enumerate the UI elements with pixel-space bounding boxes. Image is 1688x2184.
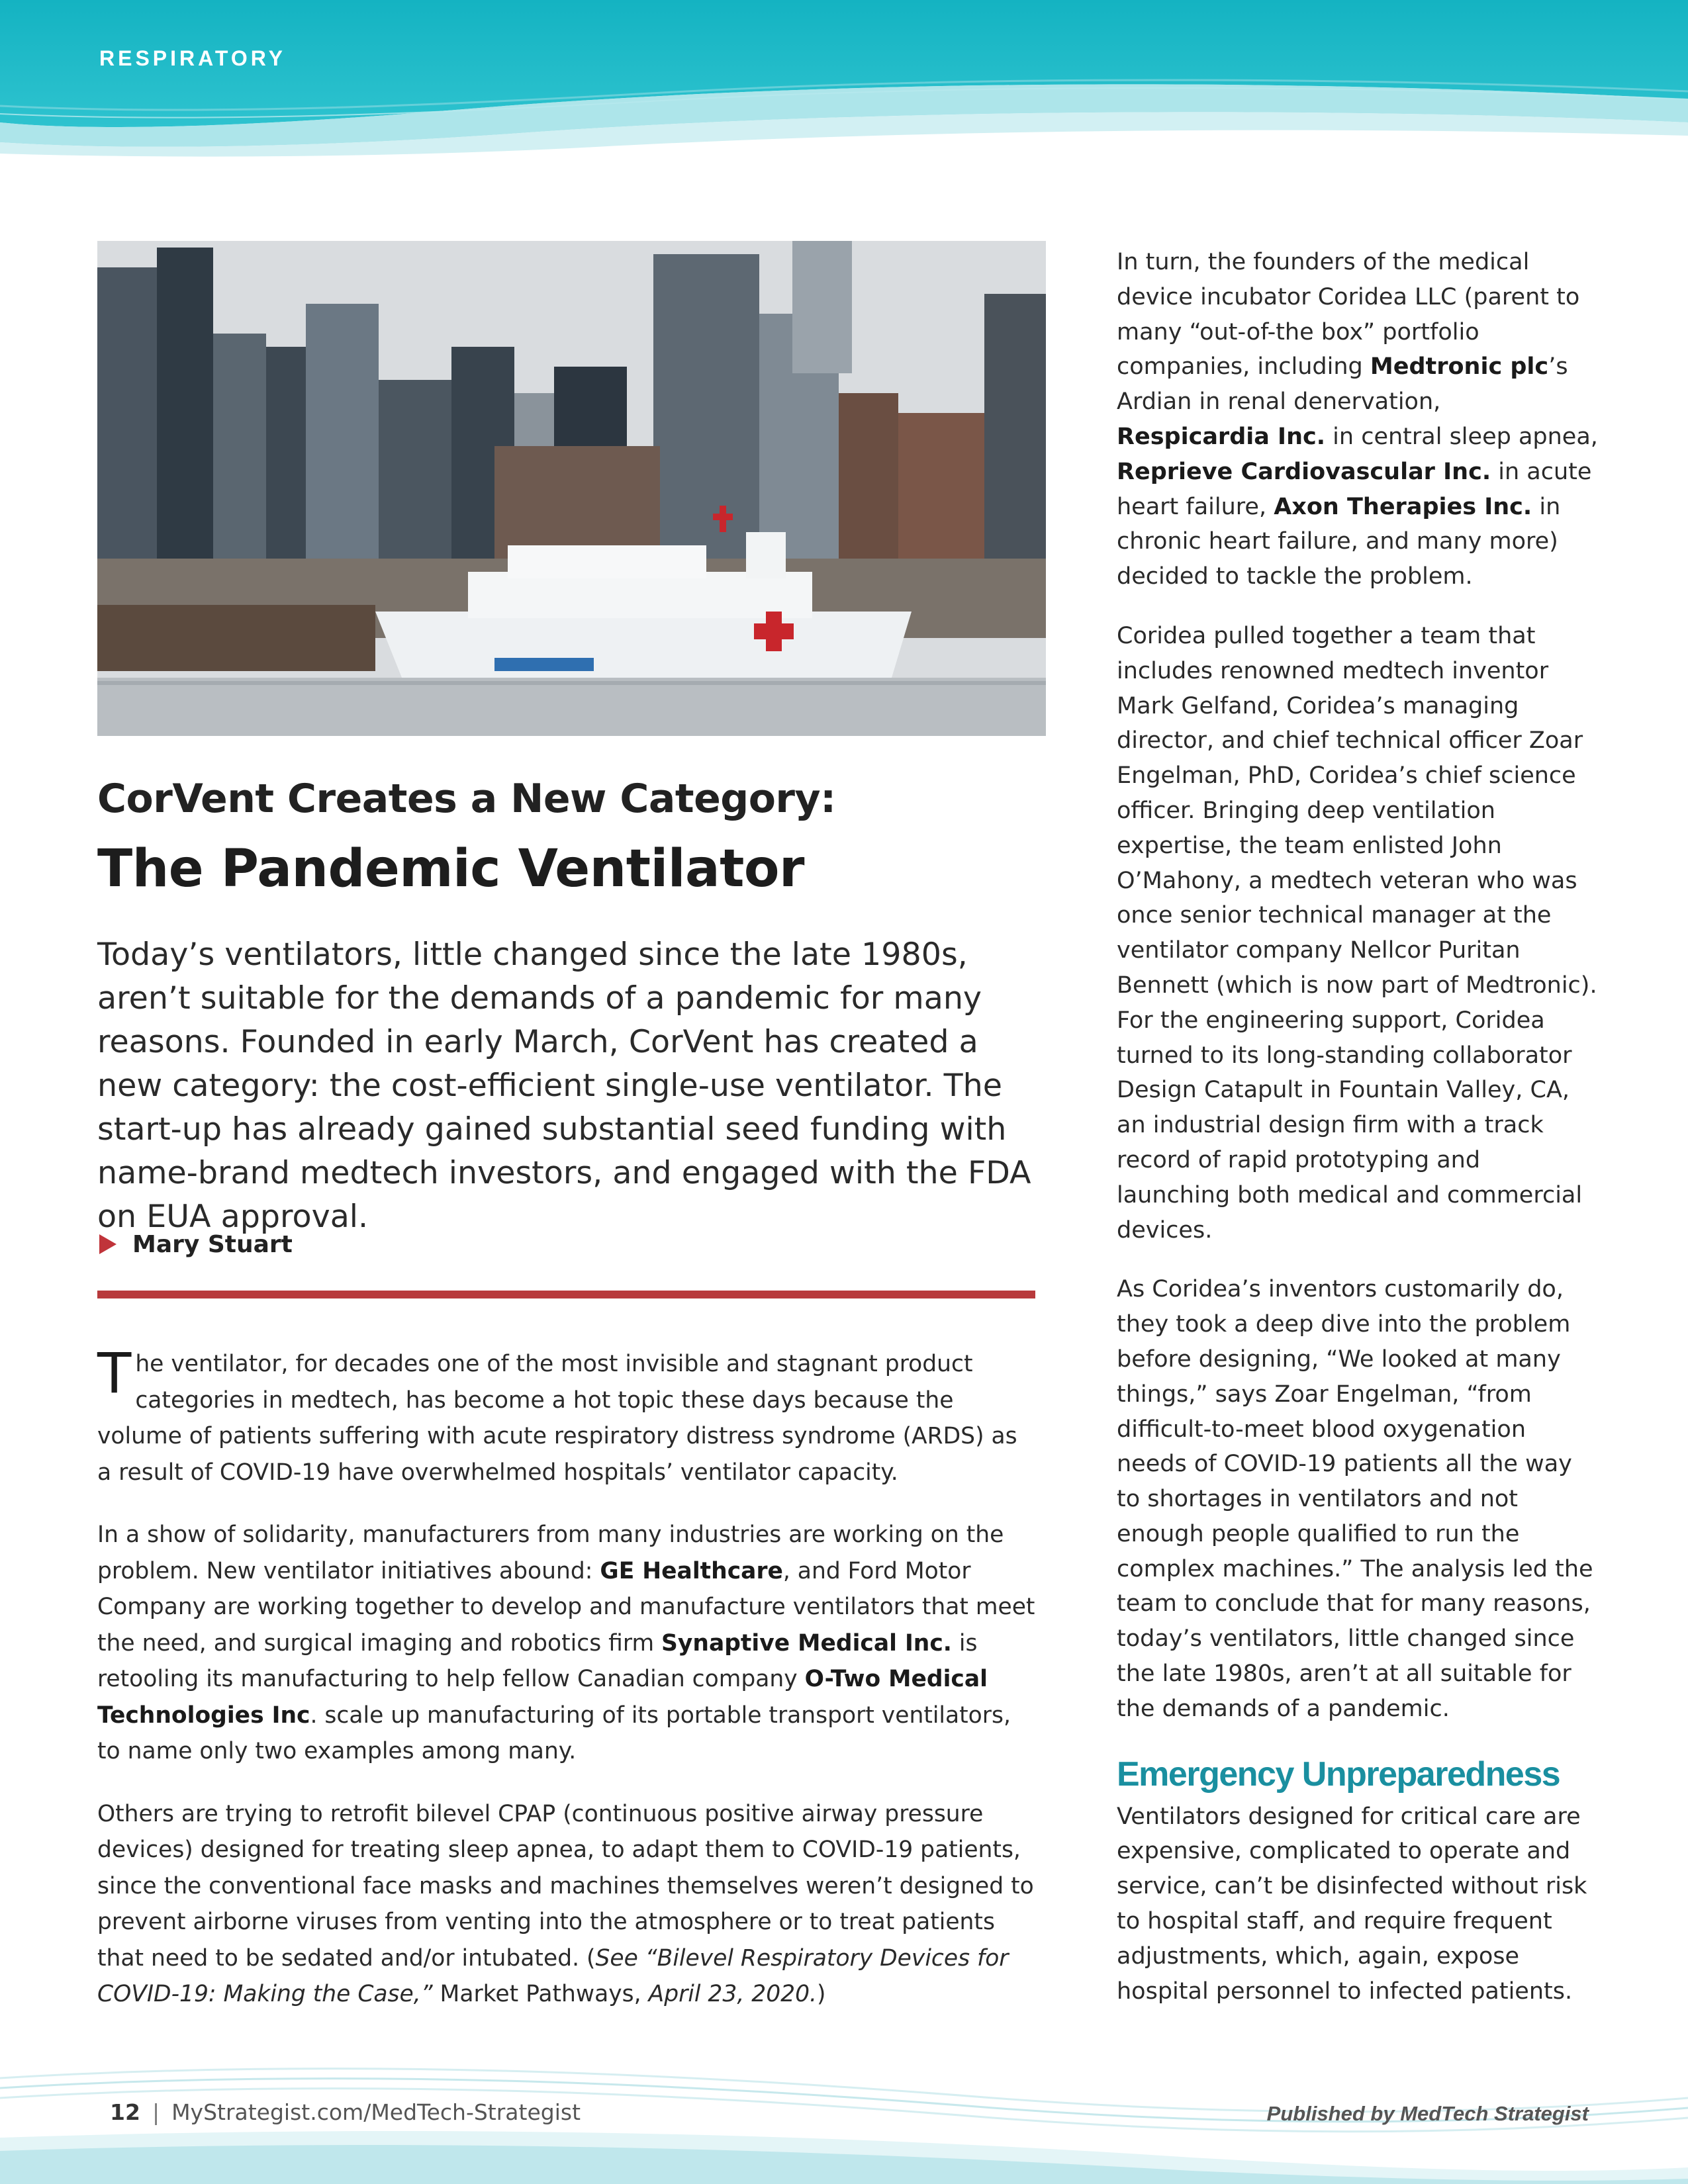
author-name: Mary Stuart	[132, 1230, 293, 1258]
paragraph: Ventilators designed for critical care are expensive, complicated to operate and service, can’t be disinfected without risk to hospital staff, and require frequent adjustments, which, again, expose hospital personnel to infected patients.	[1117, 1803, 1587, 2005]
company-name: GE Healthcare	[600, 1557, 783, 1584]
section-subhead: Emergency Unpreparedness	[1117, 1754, 1560, 1794]
triangle-right-icon	[99, 1234, 117, 1254]
paragraph: In a show of solidarity, manufacturers from many industries are working on the problem. New ventilator initiatives abound: GE Healthcare, and Ford Motor Company are working together to develop and manufacture ventilators that meet the need, and surgical imaging and robotics firm Synaptive Medical Inc. is retooling its manufacturing to help fellow Canadian company O-Two Medical Technologies Inc. scale up manufacturing of its portable transport ventilators, to name only two examples among many.	[97, 1522, 1035, 1764]
footer-site-link[interactable]: MyStrategist.com/MedTech-Strategist	[171, 2099, 581, 2125]
article-photo	[97, 241, 1046, 736]
right-column	[1117, 245, 1600, 2033]
company-name: Synaptive Medical Inc.	[661, 1629, 952, 1657]
paragraph: As Coridea’s inventors customarily do, they took a deep dive into the problem before designing, “We looked at many things,” says Zoar Engelman, “from difficult-to-meet blood oxygenation needs of COVID-19 patients all the way to shortages in ventilators and not enough people qualified to run the complex machines.” The analysis led the team to conclude that for many reasons, today’s ventilators, little changed since the late 1980s, aren’t at all suitable for the demands of a pandemic.	[1117, 1276, 1593, 1722]
company-name: O-Two Medical Technologies Inc	[97, 1666, 988, 1729]
company-name: Respicardia Inc.	[1117, 423, 1326, 450]
company-name: Axon Therapies Inc.	[1274, 493, 1532, 520]
paragraph: In turn, the founders of the medical device incubator Coridea LLC (parent to many “out-of-the box” portfolio companies, including Medtronic plc’s Ardian in renal denervation, Respicardia Inc. in central sleep apnea, Reprieve Cardiovascular Inc. in acute heart failure, Axon Therapies Inc. in chronic heart failure, and many more) decided to tackle the problem.	[1117, 249, 1598, 590]
footer-left	[110, 2099, 581, 2125]
article-title: The Pandemic Ventilator	[97, 839, 804, 899]
byline	[99, 1230, 293, 1259]
article-kicker: CorVent Creates a New Category:	[97, 776, 836, 822]
citation-date: April 23, 2020.	[648, 1981, 818, 2007]
footer-separator: |	[152, 2099, 160, 2125]
drop-cap: T	[97, 1341, 132, 1406]
header-wave-band	[0, 0, 1688, 159]
paragraph: The ventilator, for decades one of the most invisible and stagnant product categories in medtech, has become a hot topic these days because the volume of patients suffering with acute respiratory distress syndrome (ARDS) as a result of COVID-19 have overwhelmed hospitals’ ventilator capacity.	[97, 1341, 1017, 1486]
citation: See “Bilevel Respiratory Devices for COVID-19: Making the Case,”	[97, 1944, 1009, 2007]
footer-publisher: Published by MedTech Strategist	[1266, 2102, 1589, 2125]
section-label: RESPIRATORY	[99, 46, 286, 70]
article-dek: Today’s ventilators, little changed since the late 1980s, aren’t suitable for the demands of a pandemic for many reasons. Founded in early March, CorVent has created a new category: the cost-efficient single-use ventilator. The start-up has already gained substantial seed funding with name-brand medtech investors, and engaged with the FDA on EUA approval.	[97, 936, 1031, 1235]
company-name: Medtronic plc	[1370, 353, 1549, 381]
page-number: 12	[110, 2099, 140, 2125]
left-column	[97, 1341, 1037, 2039]
paragraph: Coridea pulled together a team that includes renowned medtech inventor Mark Gelfand, Coridea’s managing director, and chief technical officer Zoar Engelman, PhD, Coridea’s chief science officer. Bringing deep ventilation expertise, the team enlisted John O’Mahony, a medtech veteran who was once senior technical manager at the ventilator company Nellcor Puritan Bennett (which is now part of Medtronic). For the engineering support, Coridea turned to its long-standing collaborator Design Catapult in Fountain Valley, CA, an industrial design firm with a track record of rapid prototyping and launching both medical and commercial devices.	[1117, 622, 1597, 1244]
section-divider	[97, 1291, 1035, 1298]
paragraph: Others are trying to retrofit bilevel CPAP (continuous positive airway pressure devices) designed for treating sleep apnea, to adapt them to COVID-19 patients, since the conventional face masks and machines themselves weren’t designed to prevent airborne viruses from venting into the atmosphere or to treat patients that need to be sedated and/or intubated. (See “Bilevel Respiratory Devices for COVID-19: Making the Case,” Market Pathways, April 23, 2020.)	[97, 1800, 1034, 2007]
company-name: Reprieve Cardiovascular Inc.	[1117, 458, 1491, 485]
